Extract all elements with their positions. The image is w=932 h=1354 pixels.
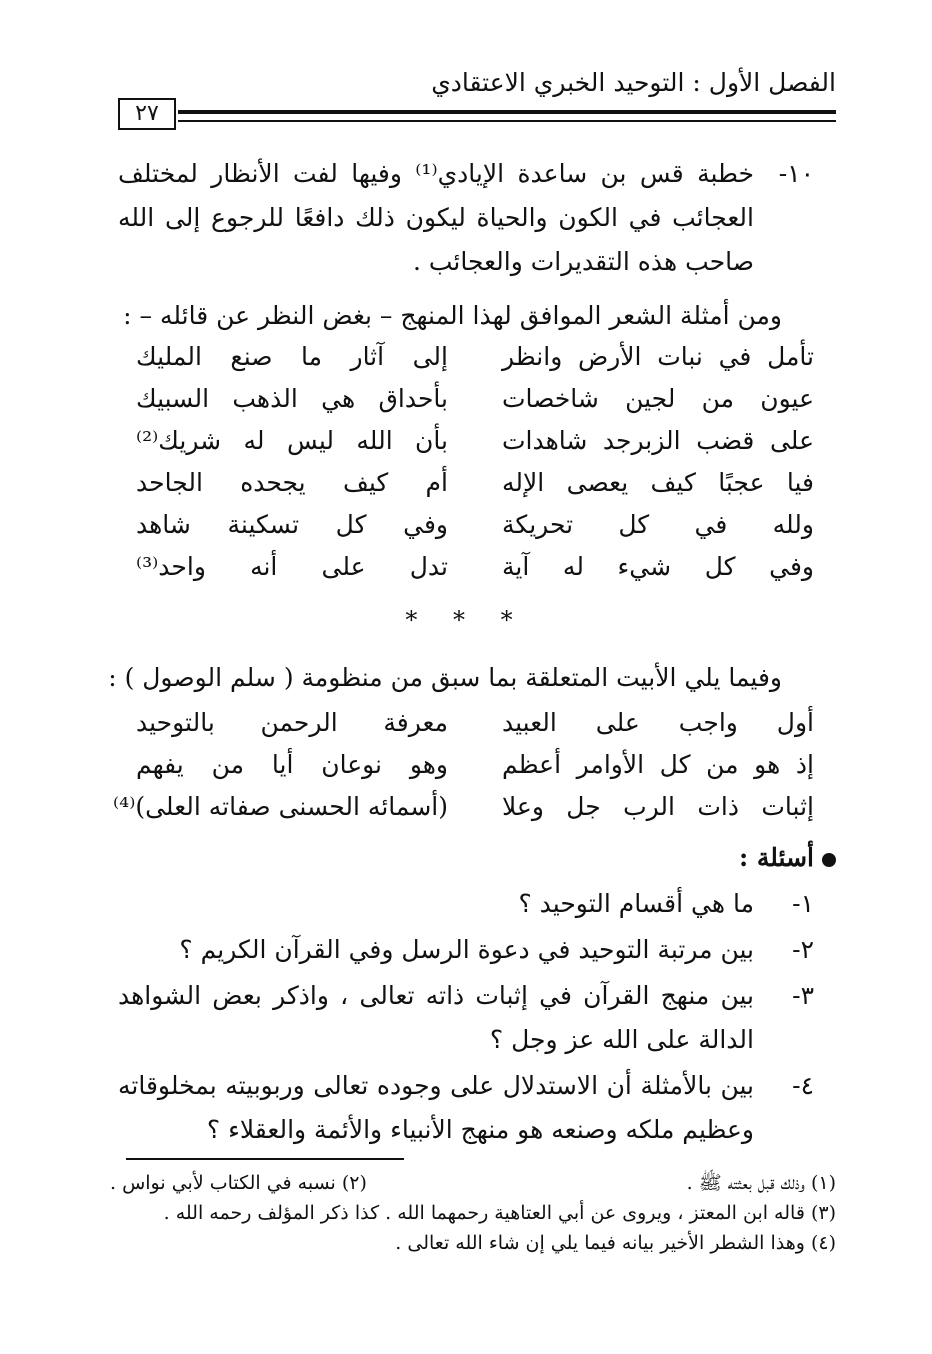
poem-intro: ومن أمثلة الشعر الموافق لهذا المنهج – بغض النظر عن قائله – :	[123, 301, 782, 330]
question-text: بين منهج القرآن في إثبات ذاته تعالى ، واذكر بعض الشواهد الدالة على الله عز وجل ؟	[118, 981, 754, 1054]
verse-second-hemistich: معرفة الرحمن بالتوحيد	[136, 708, 448, 737]
footnote-2: (٢) نسبه في الكتاب لأبي نواس .	[110, 1172, 367, 1194]
verse	[136, 420, 814, 462]
verse	[136, 546, 814, 588]
item-number: ١٠-	[778, 159, 814, 188]
verse-second-hemistich: وهو نوعان أيا من يفهم	[136, 750, 448, 779]
verse-second-hemistich: إلى آثار ما صنع المليك	[136, 342, 448, 371]
verse-first-hemistich: وفي كل شيء له آية	[502, 552, 814, 581]
header-rule-thick	[178, 110, 836, 114]
footnote-rule	[126, 1158, 404, 1160]
question-number: ١-	[792, 889, 814, 918]
item-text: خطبة قس بن ساعدة الإيادي⁽¹⁾ وفيها لفت الأنظار لمختلف العجائب في الكون والحياة ليكون ذلك دافعًا للرجوع إلى الله صاحب هذه التقديرات والعجائب .	[118, 159, 754, 276]
question-number: ٣-	[792, 981, 814, 1010]
questions-heading-text: أسئلة :	[738, 843, 814, 872]
verse-first-hemistich: فيا عجبًا كيف يعصى الإله	[502, 468, 814, 497]
verse-second-hemistich: وفي كل تسكينة شاهد	[136, 510, 448, 539]
verse-first-hemistich: أول واجب على العبيد	[502, 708, 814, 737]
question-number: ٤-	[792, 1071, 814, 1100]
poem-1	[136, 336, 814, 588]
verse	[136, 504, 814, 546]
poem-2	[113, 702, 814, 828]
question-item	[118, 882, 814, 926]
footnote-3: (٣) قاله ابن المعتز ، ويروى عن أبي العتاهية رحمهما الله . كذا ذكر المؤلف رحمه الله .	[163, 1202, 836, 1224]
footnote-4: (٤) وهذا الشطر الأخير بيانه فيما يلي إن شاء الله تعالى .	[395, 1232, 836, 1254]
question-item	[118, 928, 814, 972]
verse-second-hemistich: بأحداق هي الذهب السبيك	[136, 384, 448, 413]
section-separator: * * *	[405, 606, 527, 634]
footnote-row	[110, 1198, 836, 1228]
verse-second-hemistich: (أسمائه الحسنى صفاته العلى)⁽⁴⁾	[113, 792, 448, 821]
chapter-title: الفصل الأول : التوحيد الخبري الاعتقادي	[431, 68, 836, 97]
question-number: ٢-	[792, 935, 814, 964]
verse	[136, 378, 814, 420]
verse-first-hemistich: إذ هو من كل الأوامر أعظم	[502, 750, 814, 779]
item-10	[118, 152, 814, 284]
verse	[113, 786, 814, 828]
footnote-row	[110, 1168, 836, 1198]
verse-second-hemistich: تدل على أنه واحد⁽³⁾	[136, 552, 448, 581]
verse	[136, 744, 814, 786]
verse-first-hemistich: إثبات ذات الرب جل وعلا	[502, 792, 814, 821]
verse	[136, 336, 814, 378]
header-rule-thin	[178, 120, 836, 122]
bullet-icon	[822, 853, 836, 867]
verse-first-hemistich: تأمل في نبات الأرض وانظر	[502, 342, 814, 371]
poem2-intro: وفيما يلي الأبيت المتعلقة بما سبق من منظومة ( سلم الوصول ) :	[108, 663, 782, 692]
question-item	[118, 1064, 814, 1152]
question-text: بين مرتبة التوحيد في دعوة الرسل وفي القرآن الكريم ؟	[179, 935, 754, 964]
question-text: بين بالأمثلة أن الاستدلال على وجوده تعالى وربوبيته بمخلوقاته وعظيم ملكه وصنعه هو منهج الأنبياء والأئمة والعقلاء ؟	[118, 1071, 754, 1144]
verse-second-hemistich: بأن الله ليس له شريك⁽²⁾	[136, 426, 448, 455]
questions-heading	[739, 838, 836, 878]
footnote-1: (١) وذلك قبل بعثته ﷺ .	[686, 1172, 836, 1194]
question-text: ما هي أقسام التوحيد ؟	[518, 889, 754, 918]
verse	[136, 702, 814, 744]
question-item	[118, 974, 814, 1062]
verse-first-hemistich: عيون من لجين شاخصات	[502, 384, 814, 413]
page-number: ٢٧	[118, 98, 176, 130]
verse-first-hemistich: ولله في كل تحريكة	[502, 510, 814, 539]
footnotes	[110, 1168, 836, 1258]
verse	[136, 462, 814, 504]
verse-first-hemistich: على قضب الزبرجد شاهدات	[502, 426, 814, 455]
footnote-row	[110, 1228, 836, 1258]
verse-second-hemistich: أم كيف يجحده الجاحد	[136, 468, 448, 497]
